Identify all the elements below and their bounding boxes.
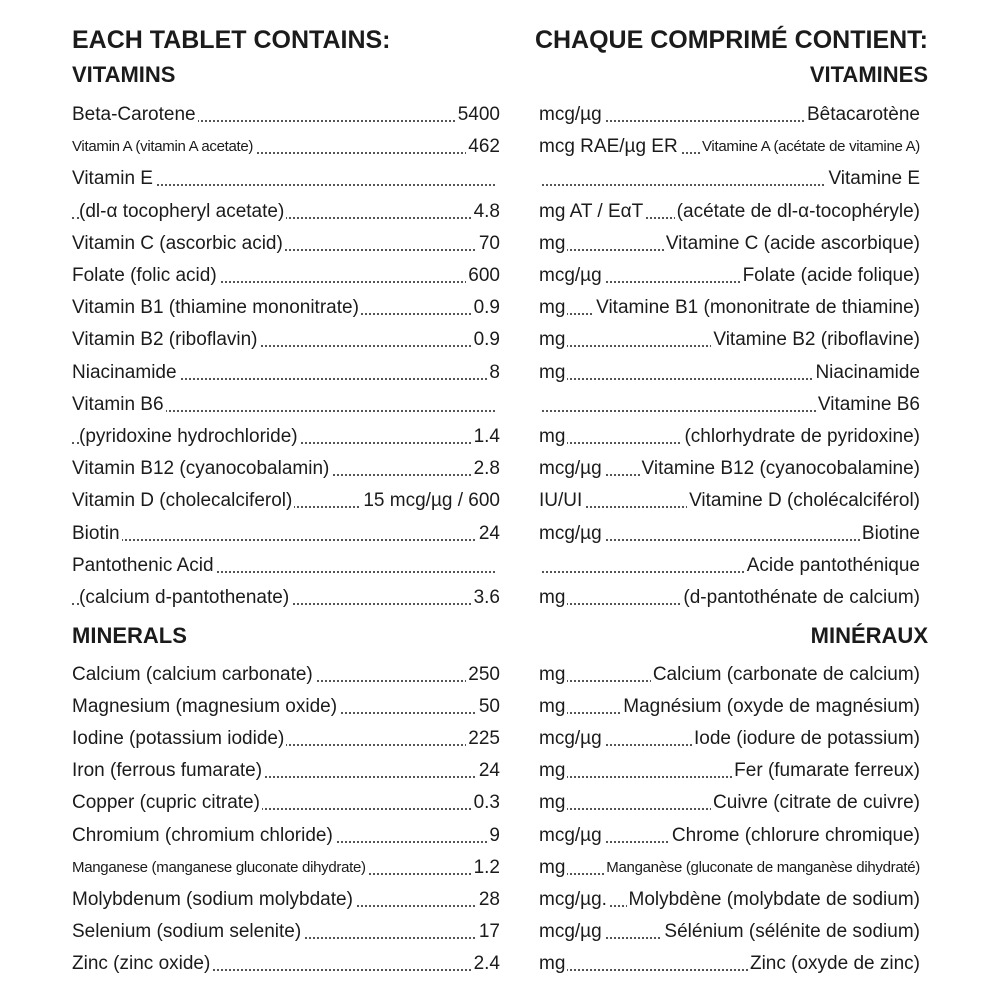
ingredient-name-fr: Iode (iodure de potassium) bbox=[692, 724, 920, 754]
amount-unit: mcg/µg bbox=[539, 261, 604, 291]
nutrient-row bbox=[72, 486, 920, 516]
nutrient-row bbox=[72, 583, 920, 613]
ingredient-name-en: Pantothenic Acid bbox=[72, 551, 216, 581]
ingredient-name-en: Chromium (chromium chloride) bbox=[72, 821, 335, 851]
ingredient-name-fr: (acétate de dl-α-tocophéryle) bbox=[675, 197, 920, 227]
nutrient-row bbox=[72, 853, 920, 883]
nutrient-row bbox=[72, 821, 920, 851]
nutrient-row bbox=[72, 325, 920, 355]
nutrient-row bbox=[72, 100, 920, 130]
amount-value: 1.4 bbox=[472, 422, 500, 452]
ingredient-name-fr: Calcium (carbonate de calcium) bbox=[651, 660, 920, 690]
ingredient-name-en: (pyridoxine hydrochloride) bbox=[79, 422, 300, 452]
vitamins-heading-fr: VITAMINES bbox=[809, 62, 928, 87]
ingredient-name-en: Beta-Carotene bbox=[72, 100, 198, 130]
amount-unit: IU/UI bbox=[539, 486, 584, 516]
ingredient-name-fr: (d-pantothénate de calcium) bbox=[681, 583, 920, 613]
amount-unit: mg bbox=[539, 325, 567, 355]
amount-unit: mg bbox=[539, 756, 567, 786]
ingredient-name-en: Zinc (zinc oxide) bbox=[72, 949, 212, 979]
ingredient-name-fr: Vitamine B1 (mononitrate de thiamine) bbox=[594, 293, 920, 323]
amount-value: 8 bbox=[487, 358, 500, 388]
amount-value: 4.8 bbox=[472, 197, 500, 227]
ingredient-name-fr: Vitamine E bbox=[826, 164, 920, 194]
nutrient-row bbox=[72, 917, 920, 947]
nutrient-row bbox=[72, 724, 920, 754]
ingredient-name-en: Vitamin B6 bbox=[72, 390, 166, 420]
ingredient-name-fr: Acide pantothénique bbox=[745, 551, 920, 581]
ingredient-name-en: Niacinamide bbox=[72, 358, 179, 388]
minerals-heading-en: MINERALS bbox=[72, 623, 187, 648]
nutrient-row bbox=[72, 885, 920, 915]
nutrient-row bbox=[72, 422, 920, 452]
nutrient-row bbox=[72, 358, 920, 388]
ingredient-name-en: Vitamin D (cholecalciferol) bbox=[72, 486, 294, 516]
nutrient-row bbox=[72, 756, 920, 786]
nutrient-row bbox=[72, 164, 920, 194]
amount-value: 2.8 bbox=[472, 454, 500, 484]
amount-unit: mcg/µg bbox=[539, 454, 604, 484]
ingredient-name-fr: Molybdène (molybdate de sodium) bbox=[627, 885, 921, 915]
ingredient-name-fr: Vitamine B6 bbox=[816, 390, 920, 420]
ingredient-name-en: Magnesium (magnesium oxide) bbox=[72, 692, 339, 722]
amount-unit: mcg/µg bbox=[539, 821, 604, 851]
nutrient-row bbox=[72, 390, 920, 420]
amount-unit: mcg/µg bbox=[539, 724, 604, 754]
amount-unit: mcg/µg. bbox=[539, 885, 609, 915]
ingredient-name-fr: Vitamine C (acide ascorbique) bbox=[664, 229, 920, 259]
nutrient-row bbox=[72, 519, 920, 549]
amount-value: 15 mcg/µg / 600 bbox=[361, 486, 500, 516]
amount-unit: mcg RAE/µg ER bbox=[539, 132, 680, 162]
ingredient-name-fr: Vitamine B12 (cyanocobalamine) bbox=[640, 454, 920, 484]
amount-unit: mg bbox=[539, 293, 567, 323]
nutrient-row bbox=[72, 551, 920, 581]
amount-value: 1.2 bbox=[472, 853, 500, 883]
ingredient-name-en: Vitamin B2 (riboflavin) bbox=[72, 325, 260, 355]
minerals-heading-fr: MINÉRAUX bbox=[810, 623, 928, 648]
header-en: EACH TABLET CONTAINS: bbox=[72, 26, 391, 54]
nutrient-row bbox=[72, 229, 920, 259]
ingredient-name-en: Biotin bbox=[72, 519, 122, 549]
ingredient-name-fr: Vitamine B2 (riboflavine) bbox=[711, 325, 920, 355]
ingredient-name-fr: Biotine bbox=[860, 519, 920, 549]
amount-unit: mg bbox=[539, 692, 567, 722]
ingredient-name-en: Folate (folic acid) bbox=[72, 261, 219, 291]
ingredient-name-en: Manganese (manganese gluconate dihydrate) bbox=[72, 853, 368, 883]
amount-value: 225 bbox=[466, 724, 500, 754]
ingredient-name-fr: Zinc (oxyde de zinc) bbox=[748, 949, 920, 979]
amount-value: 250 bbox=[466, 660, 500, 690]
amount-value: 50 bbox=[477, 692, 500, 722]
nutrient-row bbox=[72, 692, 920, 722]
ingredient-name-en: (dl-α tocopheryl acetate) bbox=[79, 197, 286, 227]
ingredient-name-fr: Chrome (chlorure chromique) bbox=[670, 821, 920, 851]
ingredient-name-fr: Vitamine D (cholécalciférol) bbox=[687, 486, 920, 516]
ingredient-name-en: Vitamin C (ascorbic acid) bbox=[72, 229, 285, 259]
amount-unit: mcg/µg bbox=[539, 519, 604, 549]
amount-value: 70 bbox=[477, 229, 500, 259]
amount-value: 462 bbox=[466, 132, 500, 162]
amount-unit: mg bbox=[539, 853, 567, 883]
amount-value: 5400 bbox=[456, 100, 500, 130]
ingredient-name-en: Calcium (calcium carbonate) bbox=[72, 660, 315, 690]
ingredient-name-fr: Cuivre (citrate de cuivre) bbox=[711, 788, 920, 818]
amount-value: 9 bbox=[487, 821, 500, 851]
amount-value: 0.9 bbox=[472, 325, 500, 355]
amount-unit: mcg/µg bbox=[539, 917, 604, 947]
amount-value: 17 bbox=[477, 917, 500, 947]
ingredient-name-en: Vitamin E bbox=[72, 164, 155, 194]
ingredient-name-en: Vitamin B12 (cyanocobalamin) bbox=[72, 454, 331, 484]
amount-value: 28 bbox=[477, 885, 500, 915]
ingredient-name-en: Vitamin A (vitamin A acetate) bbox=[72, 132, 255, 162]
ingredient-name-en: Iron (ferrous fumarate) bbox=[72, 756, 264, 786]
amount-value: 600 bbox=[466, 261, 500, 291]
nutrient-row bbox=[72, 788, 920, 818]
amount-unit: mg bbox=[539, 788, 567, 818]
ingredient-name-fr: Manganèse (gluconate de manganèse dihydraté) bbox=[604, 853, 920, 883]
ingredient-name-fr: Sélénium (sélénite de sodium) bbox=[662, 917, 920, 947]
ingredient-name-fr: Niacinamide bbox=[813, 358, 920, 388]
ingredient-name-en: Selenium (sodium selenite) bbox=[72, 917, 303, 947]
amount-unit: mg bbox=[539, 229, 567, 259]
amount-value: 0.3 bbox=[472, 788, 500, 818]
nutrient-row bbox=[72, 949, 920, 979]
amount-value: 24 bbox=[477, 756, 500, 786]
ingredient-name-en: Molybdenum (sodium molybdate) bbox=[72, 885, 355, 915]
ingredient-name-fr: Bêtacarotène bbox=[805, 100, 920, 130]
amount-value: 3.6 bbox=[472, 583, 500, 613]
ingredient-name-en: Iodine (potassium iodide) bbox=[72, 724, 286, 754]
amount-value: 0.9 bbox=[472, 293, 500, 323]
nutrient-row bbox=[72, 197, 920, 227]
amount-value: 2.4 bbox=[472, 949, 500, 979]
amount-unit: mg bbox=[539, 949, 567, 979]
vitamins-heading-en: VITAMINS bbox=[72, 62, 176, 87]
ingredient-name-fr: Fer (fumarate ferreux) bbox=[732, 756, 920, 786]
ingredient-name-en: (calcium d-pantothenate) bbox=[79, 583, 291, 613]
nutrient-row bbox=[72, 261, 920, 291]
dot-leader bbox=[72, 539, 495, 541]
amount-unit: mg bbox=[539, 660, 567, 690]
amount-unit: mg AT / EαT bbox=[539, 197, 645, 227]
ingredient-name-fr: Magnésium (oxyde de magnésium) bbox=[621, 692, 920, 722]
amount-unit: mg bbox=[539, 358, 567, 388]
nutrient-row bbox=[72, 293, 920, 323]
amount-unit: mcg/µg bbox=[539, 100, 604, 130]
amount-unit: mg bbox=[539, 422, 567, 452]
nutrient-row bbox=[72, 454, 920, 484]
nutrient-row bbox=[72, 660, 920, 690]
ingredient-name-fr: Vitamine A (acétate de vitamine A) bbox=[700, 132, 920, 162]
ingredient-name-fr: Folate (acide folique) bbox=[741, 261, 920, 291]
ingredient-name-en: Vitamin B1 (thiamine mononitrate) bbox=[72, 293, 361, 323]
ingredient-name-en: Copper (cupric citrate) bbox=[72, 788, 262, 818]
nutrient-row bbox=[72, 132, 920, 162]
amount-value: 24 bbox=[477, 519, 500, 549]
header-fr: CHAQUE COMPRIMÉ CONTIENT: bbox=[534, 26, 928, 54]
ingredient-name-fr: (chlorhydrate de pyridoxine) bbox=[682, 422, 920, 452]
amount-unit: mg bbox=[539, 583, 567, 613]
